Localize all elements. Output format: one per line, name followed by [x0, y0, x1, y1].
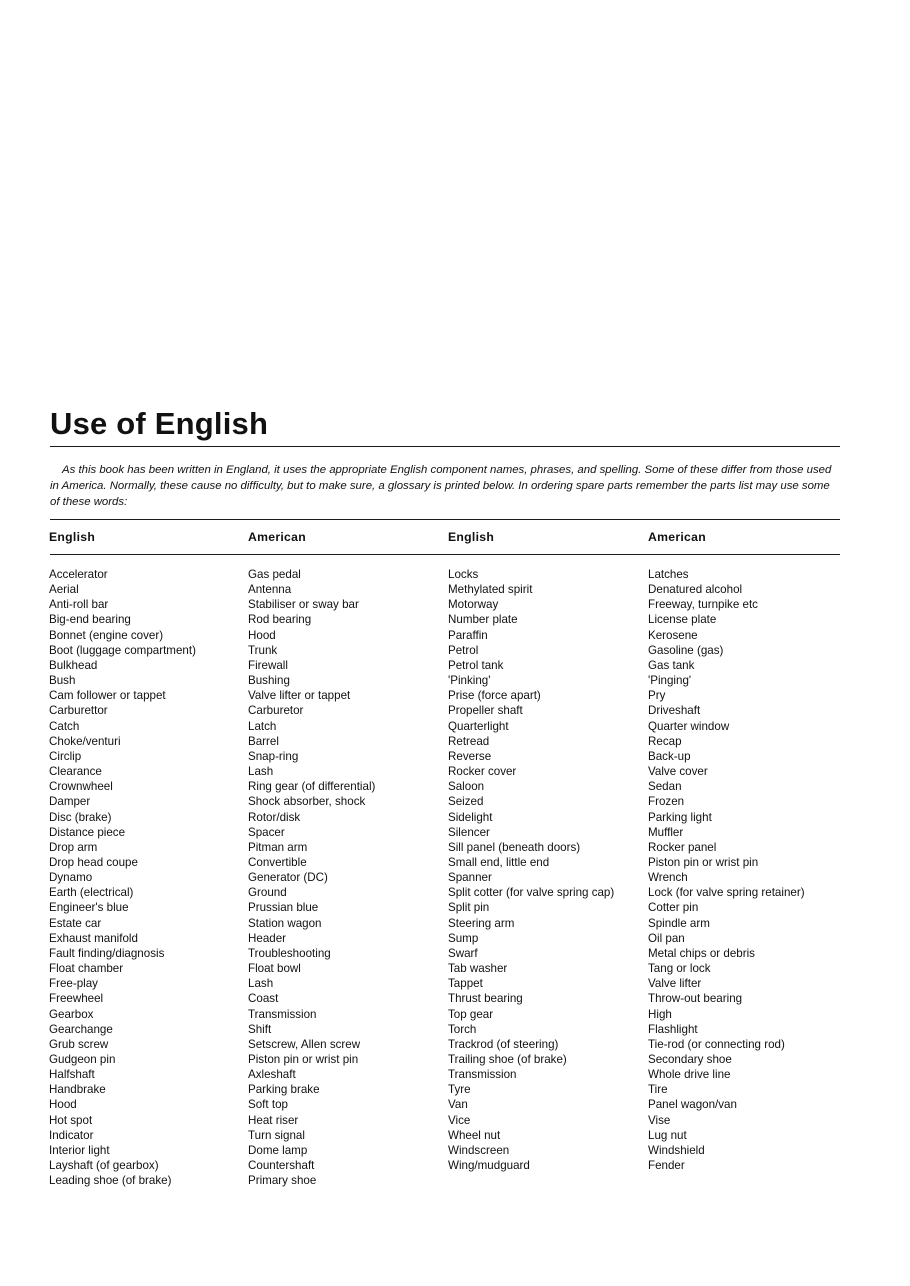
- glossary-column-american-left: [248, 567, 375, 1188]
- glossary-term: Coast: [248, 992, 279, 1006]
- glossary-term: Tyre: [448, 1083, 471, 1097]
- glossary-term: Parking brake: [248, 1083, 320, 1097]
- glossary-term: Trailing shoe (of brake): [448, 1053, 567, 1066]
- glossary-term: Small end, little end: [448, 855, 550, 869]
- glossary-term: Troubleshooting: [248, 946, 331, 960]
- glossary-term: Heat riser: [248, 1113, 299, 1127]
- glossary-term: Metal chips or debris: [648, 946, 755, 960]
- glossary-term: Petrol: [448, 643, 479, 657]
- glossary-term: Lash: [248, 765, 274, 779]
- glossary-term: Sidelight: [448, 810, 493, 824]
- glossary-term: Flashlight: [648, 1022, 698, 1036]
- glossary-term: Accelerator: [49, 568, 108, 581]
- glossary-term: Muffler: [648, 825, 684, 839]
- glossary-term: Prussian blue: [248, 901, 319, 915]
- intro-paragraph: As this book has been written in England, it uses the appropriate English component names, phrases, and spelling. Some of these differ from those used in America. Normally, these cause no difficulty, but to make sure, a glossary is printed below. In ordering spare parts remember the parts list may use some of these words:: [50, 464, 832, 508]
- glossary-term: Windscreen: [448, 1143, 510, 1157]
- title-rule: [50, 446, 840, 447]
- glossary-term: Free-play: [49, 977, 98, 991]
- glossary-term: Parking light: [648, 810, 712, 824]
- glossary-term: Firewall: [248, 658, 288, 672]
- glossary-term: 'Pinking': [448, 674, 491, 688]
- glossary-term: Bushing: [248, 674, 290, 688]
- glossary-term: Halfshaft: [49, 1068, 95, 1082]
- glossary-term: Methylated spirit: [448, 583, 533, 597]
- glossary-term: Tappet: [448, 977, 483, 991]
- glossary-term: Grub screw: [49, 1037, 109, 1051]
- glossary-term: High: [648, 1007, 672, 1021]
- glossary-term: Swarf: [448, 946, 478, 960]
- glossary-term: Valve cover: [648, 765, 708, 779]
- column-header-english-left: English: [49, 530, 96, 544]
- glossary-term: Split pin: [448, 901, 490, 915]
- column-header-english-right: English: [448, 530, 495, 544]
- glossary-term: Vise: [648, 1113, 671, 1127]
- glossary-term: Trunk: [248, 643, 278, 657]
- glossary-term: Convertible: [248, 855, 307, 869]
- glossary-term: Driveshaft: [648, 704, 701, 718]
- glossary-term: Header: [248, 931, 287, 945]
- glossary-term: Leading shoe (of brake): [49, 1174, 172, 1188]
- glossary-term: Vice: [448, 1113, 471, 1127]
- glossary-term: Paraffin: [448, 628, 488, 642]
- glossary-term: Tire: [648, 1083, 668, 1097]
- glossary-term: Rod bearing: [248, 613, 312, 627]
- glossary-term: Windshield: [648, 1143, 705, 1157]
- glossary-term: Lock (for valve spring retainer): [648, 886, 805, 900]
- page-title: Use of English: [50, 406, 269, 441]
- glossary-column-english-left: [49, 567, 196, 1188]
- glossary-term: Reverse: [448, 749, 492, 763]
- glossary-term: Spacer: [248, 825, 285, 839]
- glossary-term: Anti-roll bar: [49, 598, 109, 612]
- glossary-term: Back-up: [648, 749, 691, 763]
- glossary-term: Indicator: [49, 1128, 94, 1142]
- glossary-term: Tab washer: [448, 962, 508, 976]
- glossary-term: Station wagon: [248, 916, 322, 930]
- glossary-term: Carburettor: [49, 704, 108, 718]
- glossary-term: Quarter window: [648, 719, 730, 733]
- glossary-term: Hood: [248, 628, 276, 642]
- glossary-term: Cotter pin: [648, 901, 699, 915]
- glossary-term: Frozen: [648, 795, 685, 809]
- glossary-term: Drop arm: [49, 840, 98, 854]
- glossary-term: Spanner: [448, 871, 492, 885]
- glossary-term: Cam follower or tappet: [49, 689, 166, 703]
- glossary-term: Rotor/disk: [248, 810, 301, 824]
- glossary-term: Gasoline (gas): [648, 643, 724, 657]
- glossary-term: Exhaust manifold: [49, 931, 138, 945]
- glossary-term: Propeller shaft: [448, 704, 523, 718]
- glossary-term: Big-end bearing: [49, 613, 131, 627]
- glossary-term: Catch: [49, 719, 80, 733]
- glossary-term: Retread: [448, 734, 490, 748]
- glossary-term: Bulkhead: [49, 658, 98, 672]
- glossary-term: Handbrake: [49, 1083, 106, 1097]
- glossary-term: Stabiliser or sway bar: [248, 598, 359, 612]
- glossary-term: Silencer: [448, 825, 490, 839]
- glossary-term: Saloon: [448, 780, 485, 794]
- glossary-term: Locks: [448, 568, 479, 581]
- glossary-term: Transmission: [248, 1007, 317, 1021]
- glossary-term: Oil pan: [648, 931, 685, 945]
- glossary-term: Piston pin or wrist pin: [648, 855, 759, 869]
- glossary-term: Disc (brake): [49, 810, 112, 824]
- glossary-term: Valve lifter or tappet: [248, 689, 351, 703]
- glossary-term: Gearchange: [49, 1022, 113, 1036]
- glossary-term: Torch: [448, 1022, 477, 1036]
- glossary-term: Hot spot: [49, 1113, 93, 1127]
- glossary-term: Split cotter (for valve spring cap): [448, 886, 615, 900]
- glossary-term: Soft top: [248, 1098, 288, 1112]
- glossary-term: Sedan: [648, 780, 682, 794]
- glossary-term: Tang or lock: [648, 962, 711, 976]
- glossary-term: Ring gear (of differential): [248, 780, 376, 794]
- glossary-term: 'Pinging': [648, 674, 692, 688]
- glossary-term: Generator (DC): [248, 871, 328, 885]
- glossary-term: Bonnet (engine cover): [49, 628, 164, 642]
- glossary-term: Wrench: [648, 871, 688, 885]
- glossary-term: Distance piece: [49, 825, 126, 839]
- glossary-term: Throw-out bearing: [648, 992, 743, 1006]
- glossary-term: Lash: [248, 977, 274, 991]
- glossary-term: Interior light: [49, 1143, 110, 1157]
- glossary-term: Antenna: [248, 583, 292, 597]
- glossary-term: Whole drive line: [648, 1068, 731, 1082]
- column-header-american-left: American: [248, 530, 306, 544]
- glossary-term: Choke/venturi: [49, 734, 121, 748]
- glossary-term: Circlip: [49, 749, 82, 763]
- glossary-term: Rocker cover: [448, 765, 517, 779]
- glossary-term: Steering arm: [448, 916, 515, 930]
- glossary-term: Fault finding/diagnosis: [49, 946, 165, 960]
- header-bottom-rule: [50, 554, 840, 555]
- glossary-term: Bush: [49, 674, 76, 688]
- glossary-term: Sump: [448, 931, 479, 945]
- glossary-term: Aerial: [49, 583, 79, 597]
- glossary-term: Float bowl: [248, 962, 301, 976]
- glossary-term: Tie-rod (or connecting rod): [648, 1037, 785, 1051]
- glossary-term: Dynamo: [49, 871, 93, 885]
- glossary-term: Crownwheel: [49, 780, 113, 794]
- header-top-rule: [50, 519, 840, 520]
- glossary-term: Ground: [248, 886, 287, 900]
- glossary-term: Turn signal: [248, 1128, 305, 1142]
- glossary-term: Freeway, turnpike etc: [648, 598, 758, 612]
- glossary-term: Layshaft (of gearbox): [49, 1159, 159, 1173]
- glossary-term: Denatured alcohol: [648, 583, 743, 597]
- glossary-term: Snap-ring: [248, 749, 299, 763]
- glossary-column-english-right: [448, 567, 614, 1173]
- glossary-term: Panel wagon/van: [648, 1098, 737, 1112]
- glossary-term: Latches: [648, 568, 689, 581]
- glossary-term: Petrol tank: [448, 658, 504, 672]
- glossary-term: Seized: [448, 795, 484, 809]
- glossary-term: Recap: [648, 734, 682, 748]
- glossary-term: Wheel nut: [448, 1128, 501, 1142]
- glossary-term: Secondary shoe: [648, 1053, 732, 1066]
- glossary-column-american-right: [648, 567, 805, 1173]
- glossary-term: Van: [448, 1098, 468, 1112]
- glossary-term: Gudgeon pin: [49, 1053, 116, 1066]
- glossary-term: Clearance: [49, 765, 102, 779]
- glossary-term: Freewheel: [49, 992, 104, 1006]
- glossary-term: Estate car: [49, 916, 102, 930]
- glossary-term: Quarterlight: [448, 719, 509, 733]
- glossary-term: Damper: [49, 795, 91, 809]
- glossary-term: Transmission: [448, 1068, 517, 1082]
- glossary-term: Kerosene: [648, 628, 698, 642]
- glossary-term: Earth (electrical): [49, 886, 134, 900]
- glossary-term: Top gear: [448, 1007, 494, 1021]
- glossary-term: Drop head coupe: [49, 855, 138, 869]
- glossary-term: Thrust bearing: [448, 992, 523, 1006]
- glossary-term: Latch: [248, 719, 277, 733]
- glossary-term: Prise (force apart): [448, 689, 541, 703]
- glossary-term: Axleshaft: [248, 1068, 296, 1082]
- glossary-term: Setscrew, Allen screw: [248, 1037, 361, 1051]
- glossary-term: Gearbox: [49, 1007, 94, 1021]
- glossary-term: Fender: [648, 1159, 685, 1173]
- glossary-term: Gas pedal: [248, 568, 301, 581]
- glossary-term: Number plate: [448, 613, 518, 627]
- glossary-term: Boot (luggage compartment): [49, 643, 196, 657]
- glossary-term: Motorway: [448, 598, 499, 612]
- glossary-term: Dome lamp: [248, 1143, 308, 1157]
- glossary-term: Sill panel (beneath doors): [448, 840, 581, 854]
- glossary-term: Gas tank: [648, 658, 695, 672]
- glossary-term: Carburetor: [248, 704, 304, 718]
- glossary-term: Spindle arm: [648, 916, 710, 930]
- glossary-term: Pry: [648, 689, 666, 703]
- glossary-term: Shock absorber, shock: [248, 795, 366, 809]
- glossary-term: Shift: [248, 1022, 272, 1036]
- glossary-term: Float chamber: [49, 962, 124, 976]
- glossary-term: Rocker panel: [648, 840, 717, 854]
- column-header-american-right: American: [648, 530, 706, 544]
- glossary-term: License plate: [648, 613, 717, 627]
- glossary-term: Valve lifter: [648, 977, 702, 991]
- glossary-term: Barrel: [248, 734, 279, 748]
- glossary-term: Hood: [49, 1098, 77, 1112]
- glossary-term: Primary shoe: [248, 1174, 317, 1188]
- glossary-term: Wing/mudguard: [448, 1159, 530, 1173]
- glossary-term: Engineer's blue: [49, 901, 129, 915]
- glossary-term: Pitman arm: [248, 840, 308, 854]
- glossary-term: Piston pin or wrist pin: [248, 1053, 359, 1066]
- glossary-term: Lug nut: [648, 1128, 687, 1142]
- glossary-term: Trackrod (of steering): [448, 1037, 559, 1051]
- glossary-term: Countershaft: [248, 1159, 315, 1173]
